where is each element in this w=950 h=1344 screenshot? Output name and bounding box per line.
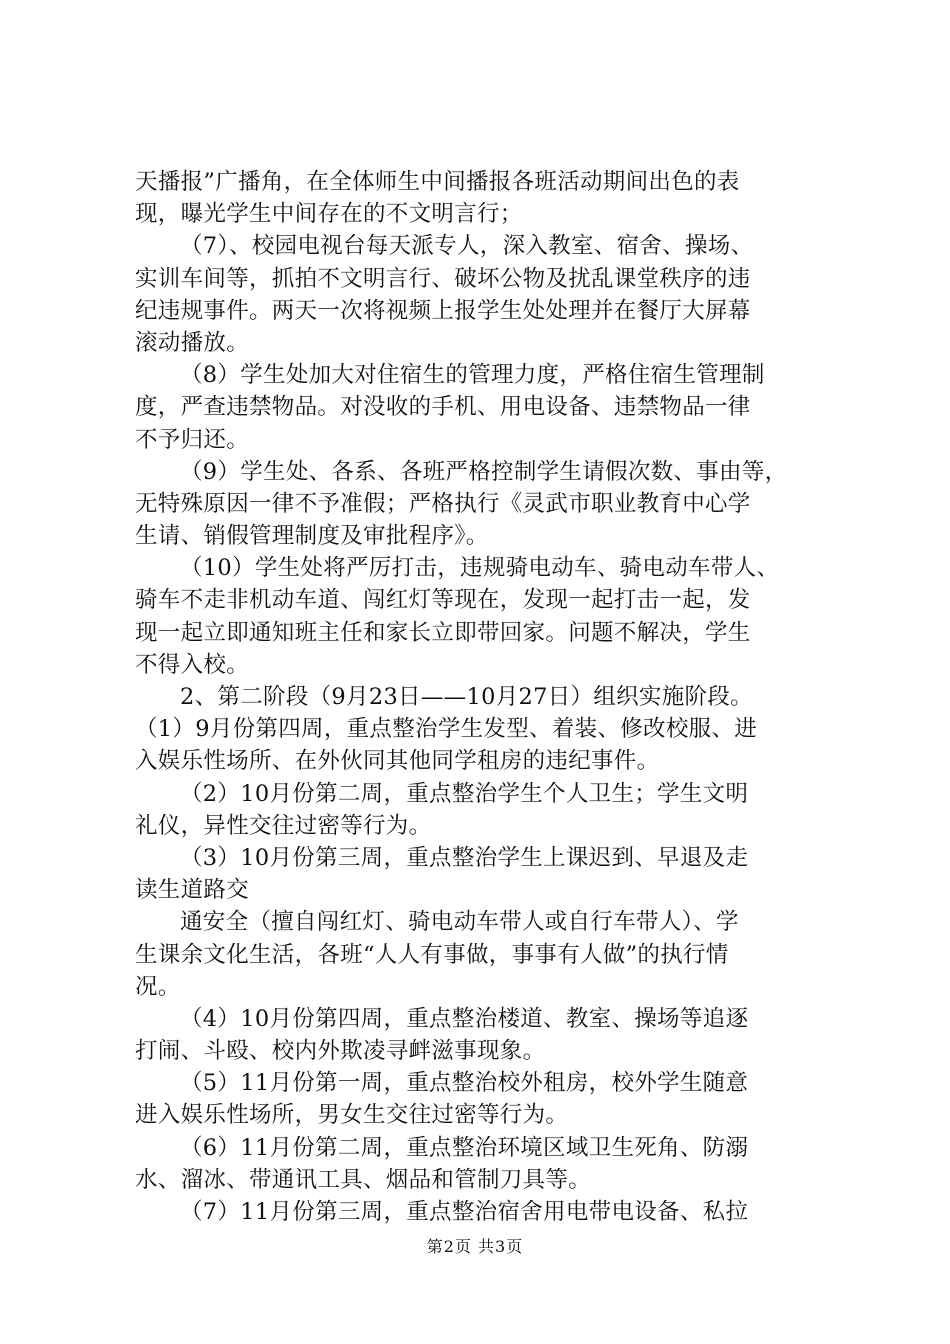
text-line: 不得入校。 (135, 651, 250, 678)
text-line: （3）10月份第三周，重点整治学生上课迟到、早退及走 (180, 844, 749, 871)
text-line: 纪违规事件。两天一次将视频上报学生处处理并在餐厅大屏幕 (135, 297, 751, 324)
text-line: （10）学生处将严厉打击，违规骑电动车、骑电动车带人、 (180, 555, 780, 582)
text-line: 骑车不走非机动车道、闯红灯等现在，发现一起打击一起，发 (135, 587, 751, 614)
text-line: 滚动播放。 (135, 329, 250, 356)
text-line: （1）9月份第四周，重点整治学生发型、着装、修改校服、进 (135, 716, 758, 743)
text-line: 2、第二阶段（9月23日——10月27日）组织实施阶段。 (180, 684, 753, 710)
text-line: 生课余文化生活，各班“人人有事做，事事有人做”的执行情 (135, 941, 729, 968)
text-line: 通安全（擅自闯红灯、骑电动车带人或自行车带人）、学 (180, 909, 739, 936)
text-line: （5）11月份第一周，重点整治校外租房，校外学生随意 (180, 1070, 749, 1097)
text-line: 生请、销假管理制度及审批程序》。 (135, 523, 489, 550)
text-line: （9）学生处、各系、各班严格控制学生请假次数、事由等， (180, 458, 788, 485)
text-line: 现一起立即通知班主任和家长立即带回家。问题不解决，学生 (135, 619, 751, 646)
text-line: 现，曝光学生中间存在的不文明言行； (135, 201, 523, 228)
text-line: 入娱乐性场所、在外伙同其他同学租房的违纪事件。 (135, 748, 660, 775)
text-line: 水、溜冰、带通讯工具、烟品和管制刀具等。 (135, 1166, 592, 1193)
text-line: 无特殊原因一律不予准假；严格执行《灵武市职业教育中心学 (135, 490, 751, 517)
text-line: （2）10月份第二周，重点整治学生个人卫生；学生文明 (180, 780, 749, 807)
text-line: 度，严查违禁物品。对没收的手机、用电设备、违禁物品一律 (135, 394, 751, 421)
text-line: 实训车间等，抓拍不文明言行、破坏公物及扰乱课堂秩序的违 (135, 265, 751, 292)
text-line: 读生道路交 (135, 877, 250, 904)
text-line: （6）11月份第二周，重点整治环境区域卫生死角、防溺 (180, 1134, 749, 1161)
text-line: 不予归还。 (135, 426, 250, 453)
text-line: （7）11月份第三周，重点整治宿舍用电带电设备、私拉 (180, 1199, 749, 1225)
text-line: 打闹、斗殴、校内外欺凌寻衅滋事现象。 (135, 1038, 546, 1065)
page-footer (0, 1237, 950, 1257)
document-body (135, 166, 835, 1228)
text-line: （8）学生处加大对住宿生的管理力度，严格住宿生管理制 (180, 362, 765, 389)
page-number-label: 第2页 共3页 (426, 1237, 524, 1256)
text-line: 礼仪，异性交往过密等行为。 (135, 812, 432, 839)
text-line: 进入娱乐性场所，男女生交往过密等行为。 (135, 1102, 569, 1129)
text-line: （7）、校园电视台每天派专人，深入教室、宿舍、操场、 (180, 233, 754, 260)
text-line: 况。 (135, 973, 181, 1000)
text-line: （4）10月份第四周，重点整治楼道、教室、操场等追逐 (180, 1005, 749, 1032)
text-line: 天播报”广播角，在全体师生中间播报各班活动期间出色的表 (135, 169, 740, 195)
